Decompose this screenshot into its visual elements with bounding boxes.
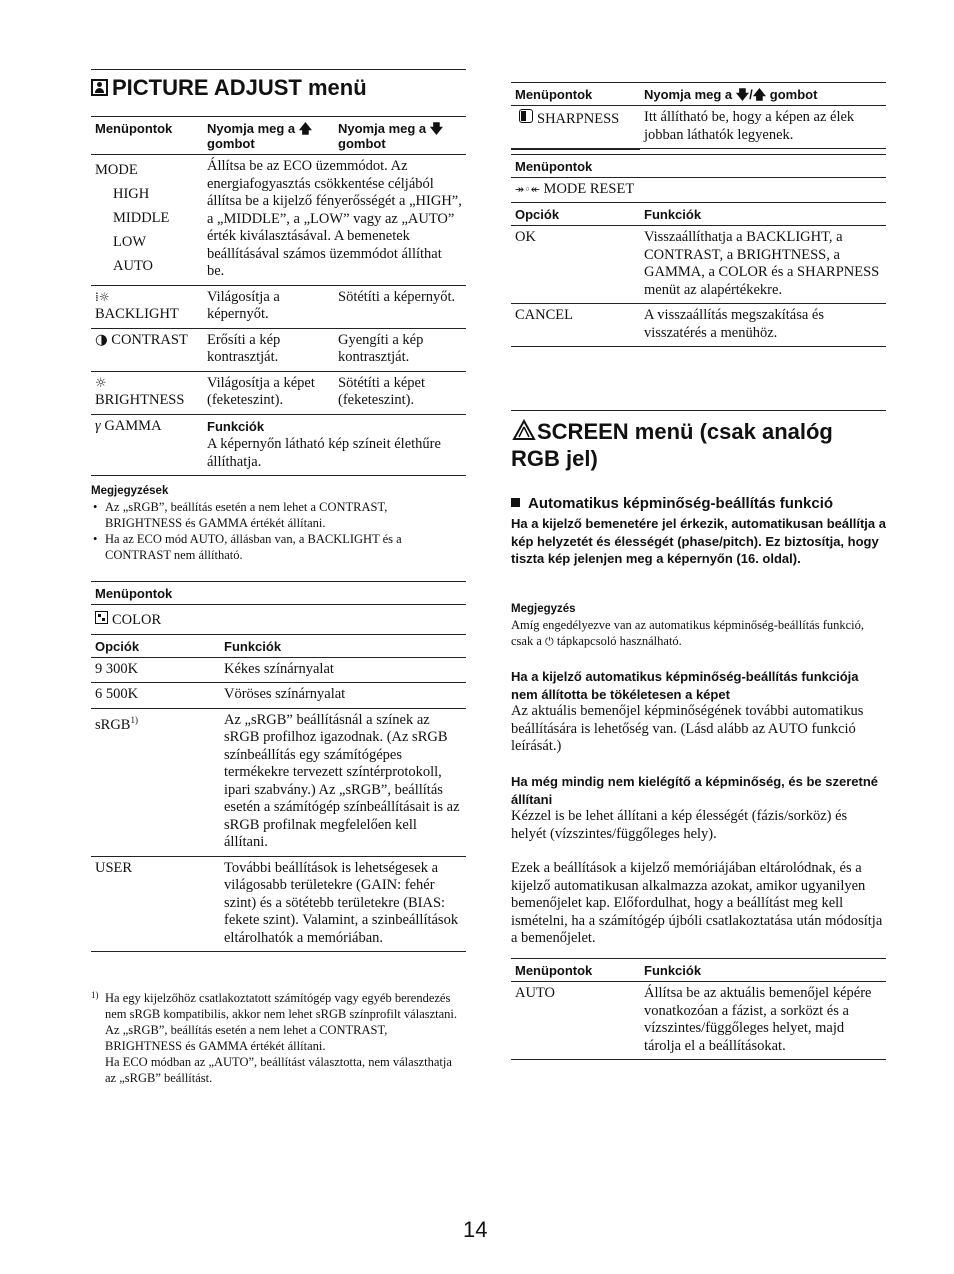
table-row [91, 683, 466, 709]
arrow-up-icon: 🡅 [752, 87, 767, 102]
reset-icon: ↠◦↞ [515, 182, 540, 196]
option-ok: OK [511, 226, 640, 304]
table-row [91, 856, 466, 952]
mode-low: LOW [113, 234, 147, 250]
sharpness-desc: Itt állítható be, hogy a képen az élek jobban láthatók legyenek. [640, 106, 886, 149]
option-user: USER [91, 856, 220, 952]
auto-heading: Automatikus képminőség-beállítás funkció [511, 494, 886, 513]
picture-adjust-heading [91, 74, 466, 101]
mode-reset-cell [511, 177, 886, 203]
mode-cell [91, 155, 203, 286]
auto-section [511, 494, 886, 568]
table-row [91, 414, 466, 476]
table-row [511, 106, 886, 149]
functions-header: Funkciók [220, 634, 466, 657]
brightness-up: Világosítja a képet (feketeszint). [203, 371, 334, 414]
sharpness-label: SHARPNESS [537, 111, 620, 127]
notes-title: Megjegyzések [91, 485, 169, 497]
picture-adjust-title: PICTURE ADJUST menü [112, 75, 367, 100]
footnote-line: Az „sRGB”, beállítás esetén a nem lehet a CONTRAST, BRIGHTNESS és GAMMA értékét állítani. [105, 1023, 388, 1053]
note-item: • Az „sRGB”, beállítás esetén a nem lehet a CONTRAST, BRIGHTNESS és GAMMA értékét állítani. [105, 499, 466, 531]
arrow-down-icon: 🡇 [735, 87, 750, 102]
auto-intro: Ha a kijelző bemenetére jel érkezik, automatikusan beállítja a kép helyzetét és élességét (phase/pitch). Ez biztosítja, hogy tiszta kép jelenjen meg a képernyőn (16. oldal). [511, 516, 886, 566]
screen-title: SCREEN menü (csak analóg RGB jel) [511, 419, 833, 471]
auto-table [511, 958, 886, 1060]
table-row [91, 328, 466, 371]
sub-section-1 [511, 668, 886, 756]
table-row [91, 657, 466, 683]
contrast-down: Gyengíti a kép kontrasztját. [334, 328, 466, 371]
col-header-press: Nyomja meg a 🡇/🡅 gombot [640, 83, 886, 106]
gamma-desc: A képernyőn látható kép színeit élethűre állíthatja. [207, 436, 441, 470]
brightness-icon: ☼ [95, 375, 107, 391]
table-row [91, 605, 466, 635]
auto-desc: Állítsa be az aktuális bemenőjel képére vonatkozóan a fázist, a sorközt és a vízszintes/függőleges helyet, majd tárolja el a beállításokat. [640, 982, 886, 1060]
option-desc: Visszaállíthatja a BACKLIGHT, a CONTRAST, a BRIGHTNESS, a GAMMA, a COLOR és a SHARPNESS menüt az alapértékekre. [640, 226, 886, 304]
contrast-up: Erősíti a kép kontrasztját. [203, 328, 334, 371]
color-label: COLOR [112, 612, 162, 628]
mode-reset-label: MODE RESET [543, 180, 635, 197]
brightness-label: BRIGHTNESS [95, 392, 185, 408]
sub2-heading: Ha még mindig nem kielégítő a képminőség, és be szeretné állítani [511, 774, 879, 807]
gamma-cell [91, 414, 203, 476]
table-row [511, 304, 886, 347]
note-text: Amíg engedélyezve van az automatikus képminőség-beállítás funkció, csak a ⏻ tápkapcsoló használható. [511, 618, 865, 648]
auto-label: AUTO [511, 982, 640, 1060]
section-rule [511, 410, 886, 411]
functions-header: Funkciók [640, 203, 886, 226]
options-header: Opciók [511, 203, 640, 226]
option-desc: Vöröses színárnyalat [220, 683, 466, 709]
mode-auto: AUTO [113, 258, 154, 274]
arrow-down-icon: 🡇 [429, 121, 444, 136]
sub1-heading: Ha a kijelző automatikus képminőség-beállítás funkciója nem állította be tökéletesen a képet [511, 669, 859, 702]
note-title: Megjegyzés [511, 603, 576, 615]
picture-adjust-table [91, 116, 466, 476]
option-desc: Kékes színárnyalat [220, 657, 466, 683]
mode-high: HIGH [113, 186, 150, 202]
square-bullet-icon [511, 498, 520, 507]
gamma-icon: γ [95, 417, 101, 434]
table-row [91, 155, 466, 286]
gamma-label: GAMMA [104, 417, 162, 434]
gamma-description [203, 414, 466, 476]
option-srgb: sRGB$^{1)}$ [91, 708, 220, 856]
col-header-menu: Menüpontok [511, 154, 886, 177]
table-row [91, 708, 466, 856]
col-header-up: Nyomja meg a 🡅 gombot [203, 117, 334, 155]
footnote-marker: 1) [91, 990, 99, 1000]
color-cell [91, 605, 466, 635]
page-number: 14 [463, 1217, 488, 1242]
col-header-menu: Menüpontok [511, 83, 640, 106]
sharpness-cell [511, 106, 640, 149]
option-cancel: CANCEL [511, 304, 640, 347]
table-row [91, 371, 466, 414]
footnote-line: Ha ECO módban az „AUTO”, beállítást választotta, nem választhatja az „sRGB” beállítást. [105, 1055, 452, 1085]
footnote [91, 990, 466, 1086]
power-icon: ⏻ [545, 635, 554, 648]
color-menu-header: Menüpontok [91, 582, 466, 605]
table-row [511, 226, 886, 304]
brightness-cell [91, 371, 203, 414]
contrast-icon: ◑ [95, 331, 108, 348]
note-block [511, 601, 886, 650]
brightness-down: Sötétíti a képet (feketeszint). [334, 371, 466, 414]
col-header-menu: Menüpontok [91, 117, 203, 155]
backlight-down: Sötétíti a képernyőt. [334, 285, 466, 328]
footnote-ref: 1) [130, 714, 138, 725]
screen-heading [511, 418, 886, 472]
backlight-up: Világosítja a képernyőt. [203, 285, 334, 328]
table-row [91, 285, 466, 328]
sharpness-table [511, 82, 886, 347]
mode-label: MODE [95, 162, 138, 178]
sub2-text: Kézzel is be lehet állítani a kép élességét (fázis/sorköz) és helyét (vízszintes/függőleges hely). [511, 808, 848, 842]
sharpness-icon [519, 109, 533, 123]
notes-block [91, 483, 466, 563]
backlight-label: BACKLIGHT [95, 306, 179, 322]
color-table [91, 581, 466, 952]
mode-middle: MIDDLE [113, 210, 170, 226]
table-row [511, 982, 886, 1060]
backlight-cell [91, 285, 203, 328]
option-6500k: 6 500K [91, 683, 220, 709]
col-header-down: Nyomja meg a 🡇 gombot [334, 117, 466, 155]
sub1-text: Az aktuális bemenőjel képminőségének további automatikus beállítására is lehetőség van. (Lásd alább az AUTO funkció leírását.) [511, 703, 864, 754]
option-desc: A visszaállítás megszakítása és visszatérés a menühöz. [640, 304, 886, 347]
mode-description: Állítsa be az ECO üzemmódot. Az energiafogyasztás csökkentése céljából állítsa be a kijelző fényerősségét a „HIGH”, a „MIDDLE”, a „LOW” vagy az „AUTO” érték kiválasztásával. A bemenetek beállításával számos üzemmódot állíthat be. [203, 155, 466, 286]
col-header-menu: Menüpontok [511, 959, 640, 982]
color-icon [95, 611, 108, 624]
sub-section-2 [511, 773, 886, 843]
arrow-up-icon: 🡅 [298, 121, 313, 136]
footnote-line: Ha egy kijelzőhöz csatlakoztatott számítógép vagy egyéb berendezés nem sRGB kompatibilis, akkor nem lehet sRGB színprofilt választani. [105, 991, 458, 1021]
option-desc: További beállítások is lehetségesek a világosabb területekre (GAIN: fehér szint) és a sötétebb területekre (BIAS: fekete szint). Valamint, a szinbeállítások eltárolhatók a memóriában. [220, 856, 466, 952]
gamma-func-head: Funkciók [207, 418, 265, 434]
backlight-icon: ⁞☼ [95, 289, 110, 304]
section-rule [91, 69, 466, 70]
contrast-cell [91, 328, 203, 371]
contrast-label: CONTRAST [111, 331, 188, 348]
options-header: Opciók [91, 634, 220, 657]
option-9300k: 9 300K [91, 657, 220, 683]
functions-header: Funkciók [640, 959, 886, 982]
option-desc: Az „sRGB” beállításnál a színek az sRGB profilhoz igazodnak. (Az sRGB színbeállítás egy számítógépes termékekre tervezett színtérprotokoll, ipari szabvány.) Az „sRGB”, beállítás esetén a számítógép színbeállításait is az sRGB profilnak megfelelően kell állítani. [220, 708, 466, 856]
storage-paragraph: Ezek a beállítások a kijelző memóriájában eltárolódnak, és a kijelző automatikusan alkalmazza azokat, amikor ugyanilyen bemenőjelet kap. Előfordulhat, hogy a beállítást meg kell ismételni, ha a számítógép újbóli csatlakoztatása után módosítja a bemenőjelet. [511, 860, 883, 946]
picture-adjust-icon [91, 79, 108, 96]
screen-icon [511, 419, 537, 441]
table-row [511, 177, 886, 203]
note-item: • Ha az ECO mód AUTO, állásban van, a BACKLIGHT és a CONTRAST nem állítható. [105, 531, 466, 563]
